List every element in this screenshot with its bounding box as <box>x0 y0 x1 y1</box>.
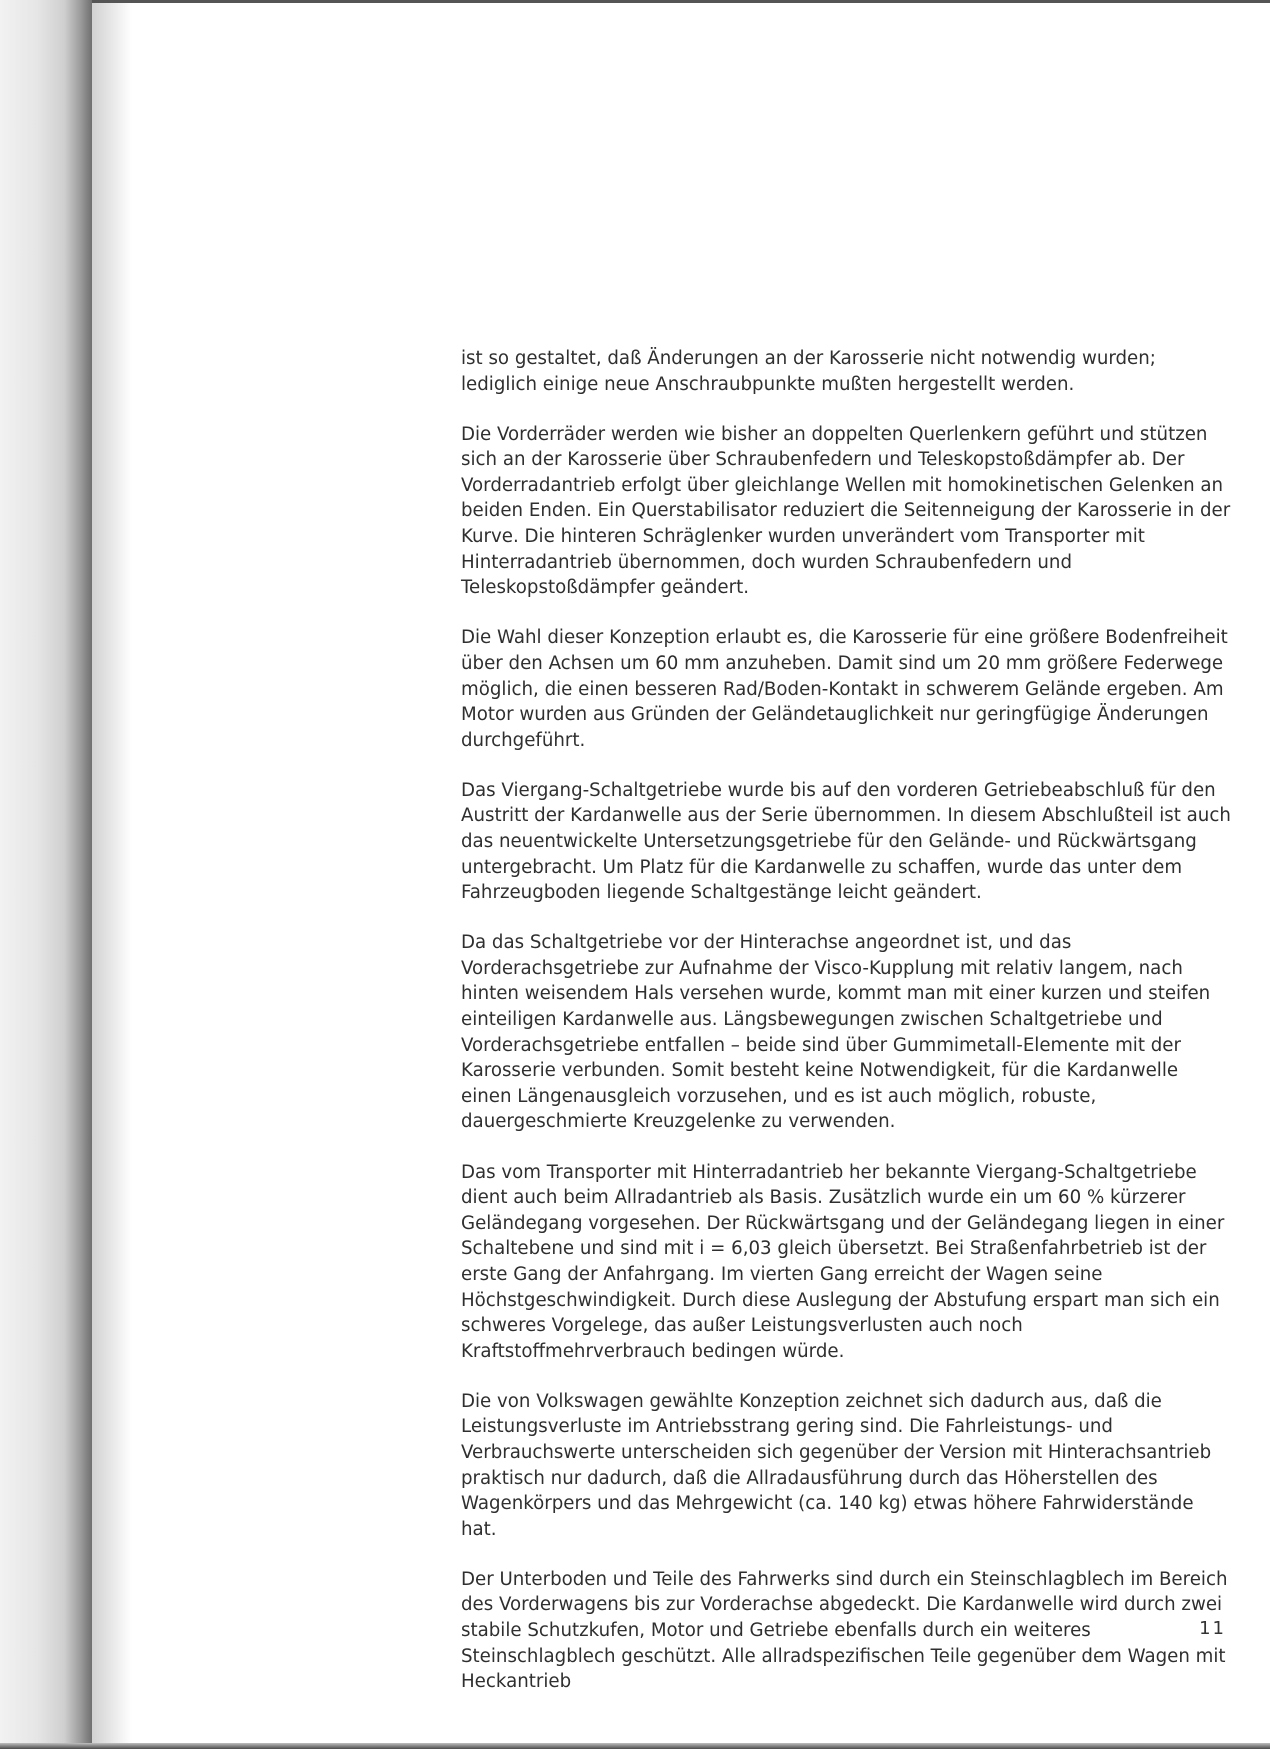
paragraph: Die Vorderräder werden wie bisher an doppelten Querlenkern geführt und stützen sich an der Karosserie über Schraubenfedern und Teleskopstoßdämpfer ab. Der Vorderradantrieb erfolgt über gleichlange Wellen mit homokinetischen Gelenken an beiden Enden. Ein Querstabilisator reduziert die Seitenneigung der Karosserie in der Kurve. Die hinteren Schräglenker wurden unverändert vom Transporter mit Hinterradantrieb übernommen, doch wurden Schraubenfedern und Teleskopstoßdämpfer geändert. <box>461 423 1231 599</box>
paragraph: Die von Volkswagen gewählte Konzeption zeichnet sich dadurch aus, daß die Leistungsverluste im Antriebsstrang gering sind. Die Fahrleistungs- und Verbrauchswerte unterscheiden sich gegenüber der Version mit Hinterachsantrieb praktisch nur dadurch, daß die Allradausführung durch das Höherstellen des Wagenkörpers und das Mehrgewicht (ca. 140 kg) etwas höhere Fahrwiderstände hat. <box>461 1390 1212 1540</box>
page-number: 11 <box>1199 1618 1226 1639</box>
paragraph: Das vom Transporter mit Hinterradantrieb her bekannte Viergang-Schaltgetriebe dient auch beim Allradantrieb als Basis. Zusätzlich wurde ein um 60 % kürzerer Geländegang vorgesehen. Der Rückwärtsgang und der Geländegang liegen in einer Schaltebene und sind mit i = 6,03 gleich übersetzt. Bei Straßenfahrbetrieb ist der erste Gang der Anfahrgang. Im vierten Gang erreicht der Wagen seine Höchstgeschwindigkeit. Durch diese Auslegung der Abstufung erspart man sich ein schweres Vorgelege, das außer Leistungsverlusten auch noch Kraftstoffmehrverbrauch bedingen würde. <box>461 1161 1225 1362</box>
paragraph: Da das Schaltgetriebe vor der Hinterachse angeordnet ist, und das Vorderachsgetriebe zur Aufnahme der Visco-Kupplung mit relativ langem, nach hinten weisendem Hals versehen wurde, kommt man mit einer kurzen und steifen einteiligen Kardanwelle aus. Längsbewegungen zwischen Schaltgetriebe und Vorderachsgetriebe entfallen – beide sind über Gummimetall-Elemente mit der Karosserie verbunden. Somit besteht keine Notwendigkeit, für die Kardanwelle einen Längenausgleich vorzusehen, und es ist auch möglich, robuste, dauergeschmierte Kreuzgelenke zu verwenden. <box>461 932 1211 1133</box>
page-bottom-edge <box>0 1743 1270 1749</box>
paragraph: Das Viergang-Schaltgetriebe wurde bis auf den vorderen Getriebeabschluß für den Austritt der Kardanwelle aus der Serie übernommen. In diesem Abschlußteil ist auch das neuentwickelte Untersetzungsgetriebe für den Gelände- und Rückwärtsgang untergebracht. Um Platz für die Kardanwelle zu schaffen, wurde das unter dem Fahrzeugboden liegende Schaltgestänge leicht geändert. <box>461 779 1231 904</box>
gutter-shadow <box>92 0 132 1749</box>
paragraph: ist so gestaltet, daß Änderungen an der Karosserie nicht notwendig wurden; lediglich einige neue Anschraubpunkte mußten hergestellt werden. <box>461 348 1156 395</box>
page-top-edge <box>92 0 1270 3</box>
paragraph: Die Wahl dieser Konzeption erlaubt es, die Karosserie für eine größere Bodenfreiheit über den Achsen um 60 mm anzuheben. Damit sind um 20 mm größere Federwege möglich, die einen besseren Rad/Boden-Kontakt in schwerem Gelände ergeben. Am Motor wurden aus Gründen der Geländetauglichkeit nur geringfügige Änderungen durchgeführt. <box>461 627 1228 751</box>
paragraph: Der Unterboden und Teile des Fahrwerks sind durch ein Steinschlagblech im Bereich des Vorderwagens bis zur Vorderachse abgedeckt. Die Kardanwelle wird durch zwei stabile Schutzkufen, Motor und Getriebe ebenfalls durch ein weiteres Steinschlagblech geschützt. Alle allradspezifischen Teile gegenüber dem Wagen mit Heckantrieb <box>461 1568 1228 1693</box>
book-spine-shading <box>0 0 92 1749</box>
body-text <box>461 346 1231 1719</box>
